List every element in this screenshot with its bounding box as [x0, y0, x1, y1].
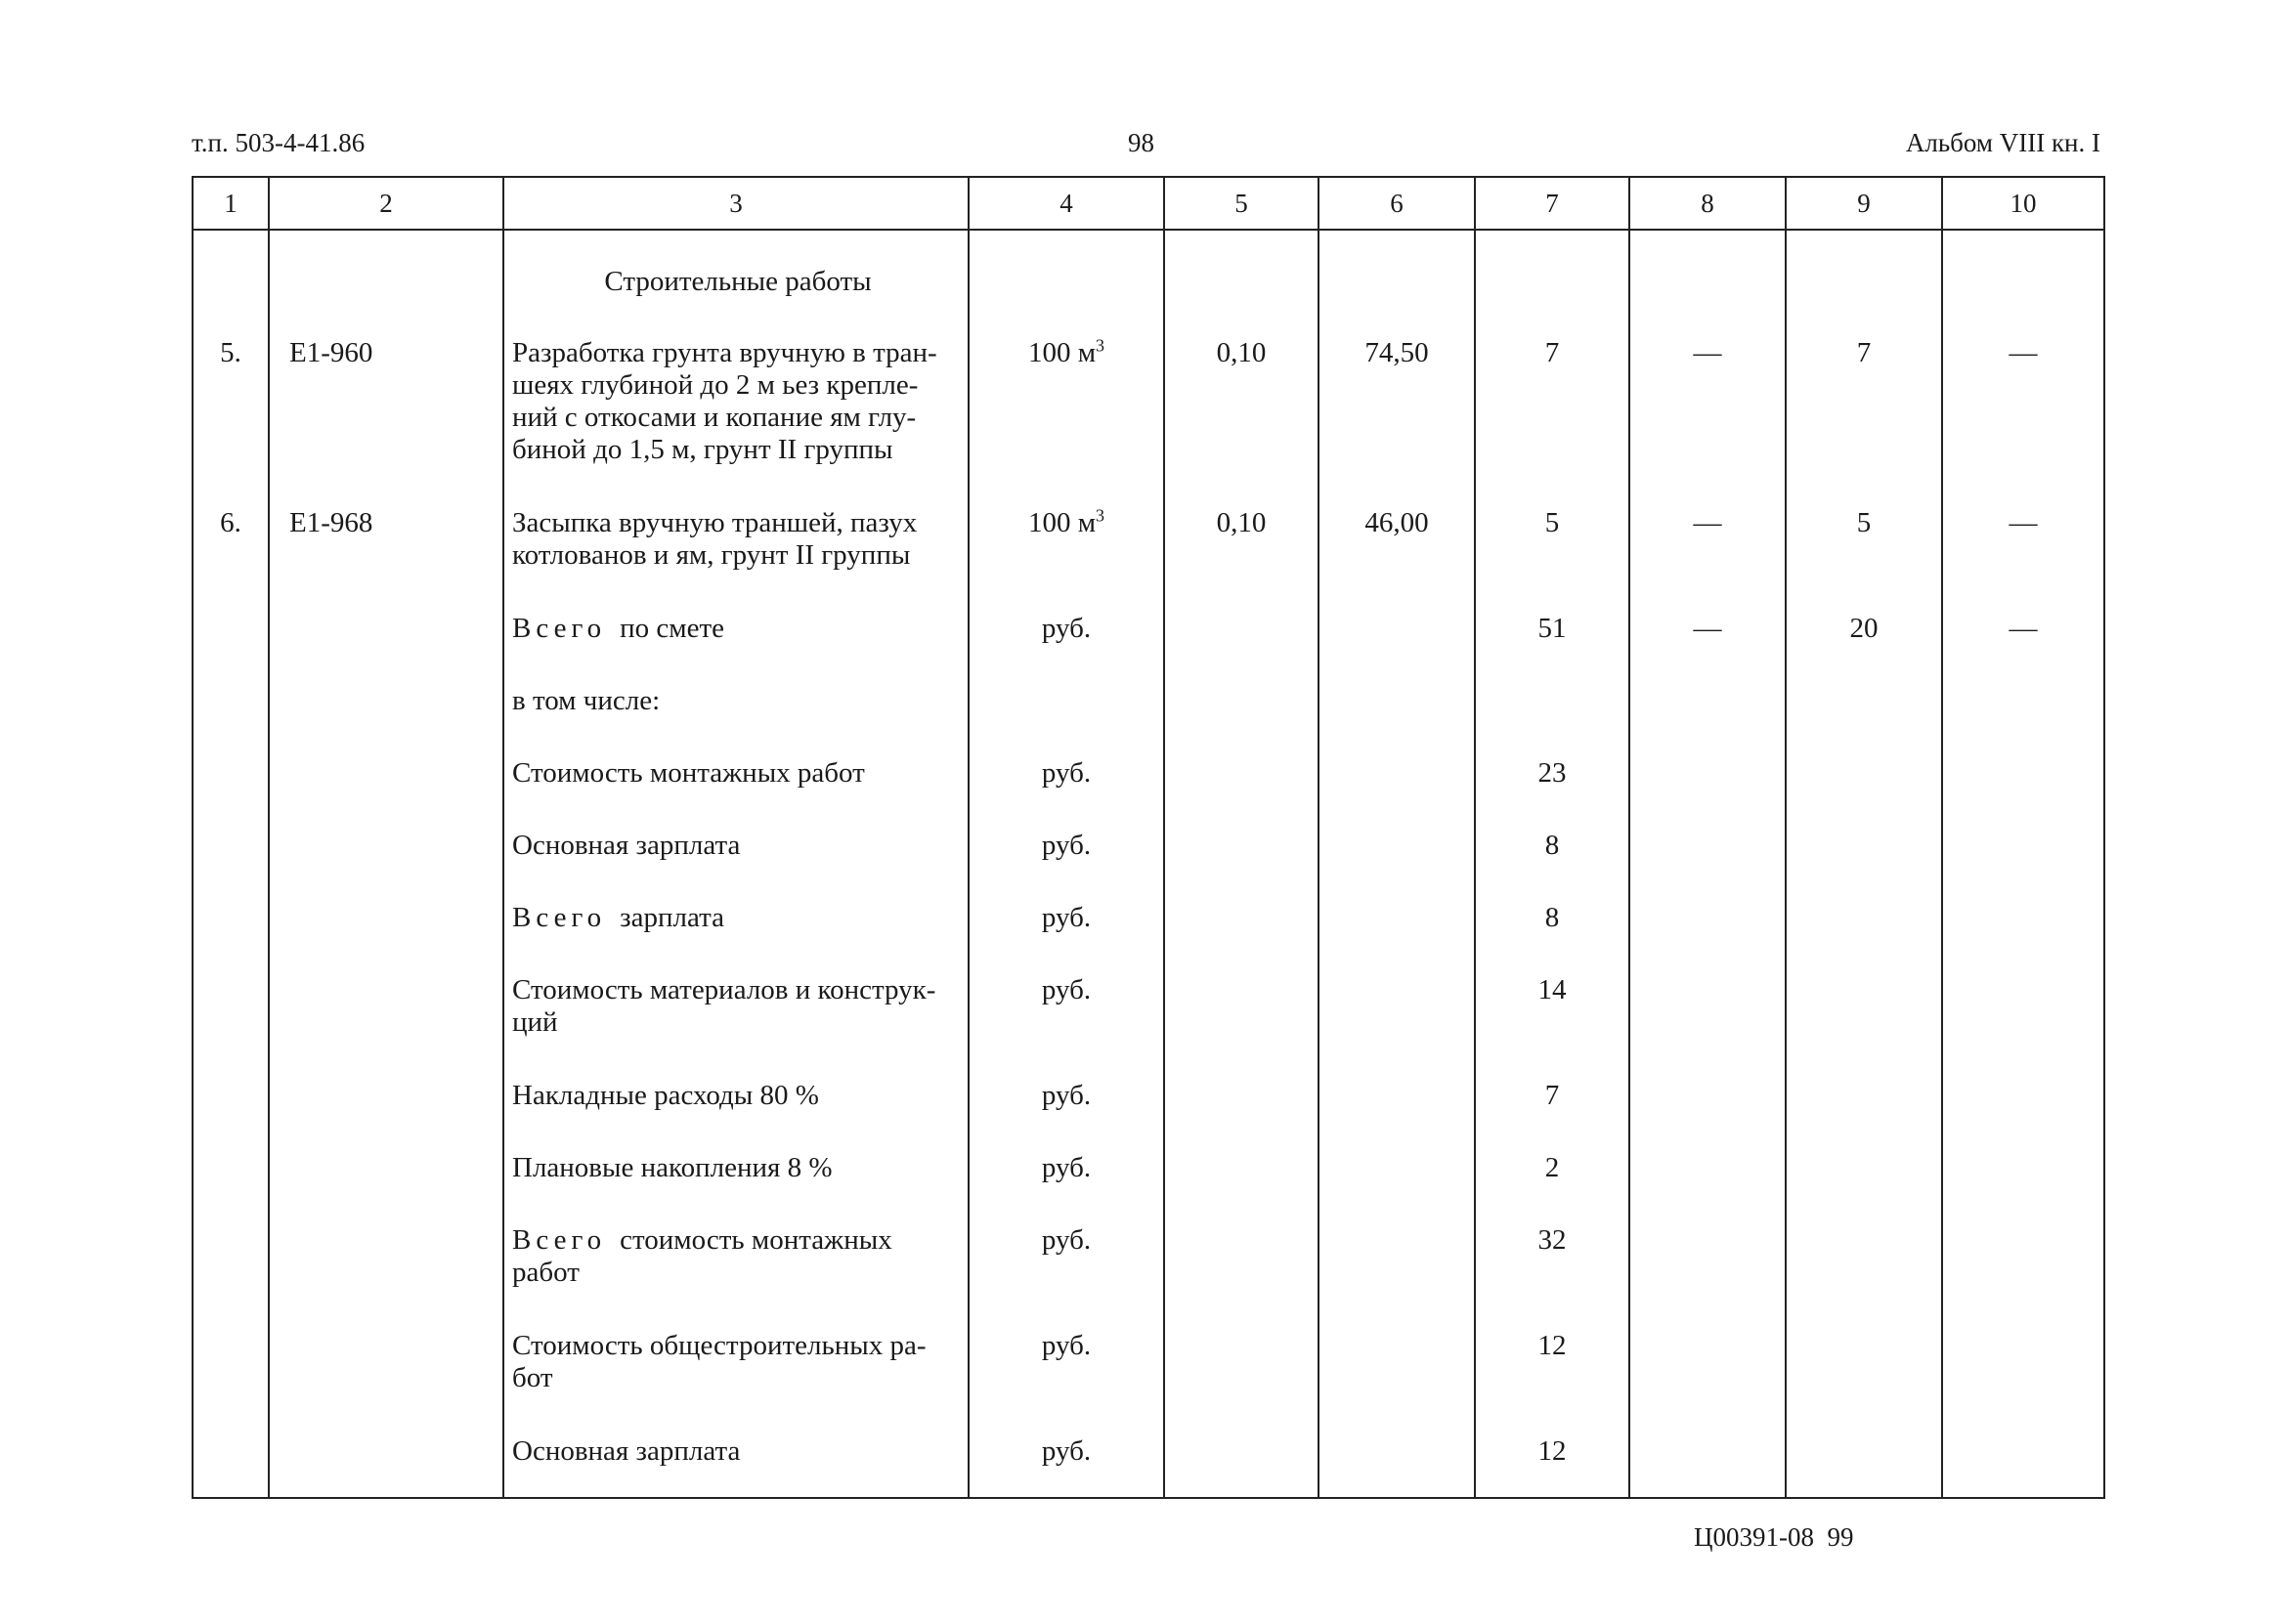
column-number: 2: [269, 177, 503, 230]
breakdown-label-text: стоимость монтажных: [620, 1224, 892, 1256]
total-cost-cell: 7: [1475, 1080, 1629, 1152]
breakdown-label: [503, 974, 969, 1080]
breakdown-label: [503, 1435, 969, 1498]
table-row: [193, 507, 2104, 613]
header-page-number: 98: [1128, 128, 1154, 157]
breakdown-total-word: Всего: [512, 1224, 607, 1256]
work-description: [503, 507, 969, 613]
unit-cell: руб.: [969, 613, 1164, 685]
breakdown-label-line: работ: [512, 1257, 580, 1288]
breakdown-total-word: Всего: [512, 902, 607, 933]
unit-cell: руб.: [969, 974, 1164, 1080]
total-cost-cell: 5: [1475, 507, 1629, 613]
unit-cell: руб.: [969, 830, 1164, 902]
breakdown-label-line: Плановые накопления 8 %: [512, 1152, 833, 1183]
breakdown-label-line: [512, 1224, 964, 1257]
footer-page-number: 99: [1827, 1522, 1854, 1552]
total-cost-cell: 2: [1475, 1152, 1629, 1224]
column-number: 9: [1786, 177, 1942, 230]
total-cost-cell: 14: [1475, 974, 1629, 1080]
col10-cell: —: [1942, 337, 2104, 507]
column-number: 10: [1942, 177, 2104, 230]
unit-cell: руб.: [969, 902, 1164, 974]
total-cost-cell: 8: [1475, 902, 1629, 974]
estimate-table: [192, 176, 2105, 1499]
description-line: котлованов и ям, грунт II группы: [512, 539, 911, 571]
total-label: [503, 613, 969, 685]
breakdown-label-line: Стоимость материалов и конструк-: [512, 974, 936, 1005]
breakdown-row: [193, 1152, 2104, 1224]
column-number: 3: [503, 177, 969, 230]
column-number: 8: [1629, 177, 1786, 230]
col8-cell: —: [1629, 337, 1786, 507]
including-row: [193, 685, 2104, 757]
including-label: в том числе:: [503, 685, 969, 757]
breakdown-label-line: [512, 902, 964, 934]
breakdown-row: [193, 830, 2104, 902]
col10-cell: —: [1942, 507, 2104, 613]
breakdown-label: [503, 757, 969, 830]
row-number: 6.: [193, 507, 269, 613]
col10-cell: —: [1942, 613, 2104, 685]
breakdown-label-line: Основная зарплата: [512, 830, 741, 861]
column-number: 1: [193, 177, 269, 230]
breakdown-label: [503, 1080, 969, 1152]
column-number: 6: [1318, 177, 1475, 230]
breakdown-label: [503, 902, 969, 974]
col9-cell: 5: [1786, 507, 1942, 613]
breakdown-label: [503, 1224, 969, 1330]
unit-cell: руб.: [969, 757, 1164, 830]
row-number: 5.: [193, 337, 269, 507]
total-cost-cell: 51: [1475, 613, 1629, 685]
header-album: Альбом VIII кн. I: [1905, 128, 2100, 157]
unit-cell: руб.: [969, 1330, 1164, 1435]
unit-price-cell: 46,00: [1318, 507, 1475, 613]
section-row: [193, 230, 2104, 337]
unit-cell: руб.: [969, 1224, 1164, 1330]
breakdown-row: [193, 902, 2104, 974]
breakdown-label-line: бот: [512, 1362, 553, 1393]
rate-code: E1-968: [269, 507, 503, 613]
quantity-cell: 0,10: [1164, 337, 1318, 507]
work-description: [503, 337, 969, 507]
footer-code: [1694, 1521, 1854, 1553]
breakdown-row: [193, 1080, 2104, 1152]
breakdown-label-text: зарплата: [620, 902, 724, 933]
total-word: Всего: [512, 613, 607, 644]
breakdown-label: [503, 1330, 969, 1435]
total-cost-cell: 12: [1475, 1435, 1629, 1498]
col8-cell: —: [1629, 507, 1786, 613]
unit-price-cell: 74,50: [1318, 337, 1475, 507]
header-document-code: т.п. 503-4-41.86: [192, 128, 366, 157]
unit-exponent: 3: [1096, 505, 1105, 526]
breakdown-row: [193, 974, 2104, 1080]
column-number: 5: [1164, 177, 1318, 230]
total-cost-cell: 7: [1475, 337, 1629, 507]
unit-cell: руб.: [969, 1435, 1164, 1498]
description-line: Разработка грунта вручную в тран-: [512, 337, 937, 368]
quantity-cell: 0,10: [1164, 507, 1318, 613]
column-number: 7: [1475, 177, 1629, 230]
col8-cell: —: [1629, 613, 1786, 685]
total-cost-cell: 23: [1475, 757, 1629, 830]
rate-code: E1-960: [269, 337, 503, 507]
breakdown-label: [503, 1152, 969, 1224]
col9-cell: 7: [1786, 337, 1942, 507]
breakdown-label-line: Накладные расходы 80 %: [512, 1080, 819, 1111]
table-row: [193, 337, 2104, 507]
breakdown-row: [193, 757, 2104, 830]
description-line: шеях глубиной до 2 м ьез крепле-: [512, 369, 919, 401]
column-number: 4: [969, 177, 1164, 230]
breakdown-label-line: Стоимость общестроительных ра-: [512, 1330, 927, 1361]
unit-cell: руб.: [969, 1152, 1164, 1224]
description-line: ний с откосами и копание ям глу-: [512, 402, 917, 433]
total-cost-cell: 8: [1475, 830, 1629, 902]
footer-doc-code: Ц00391-08: [1694, 1522, 1814, 1552]
unit-cell: руб.: [969, 1080, 1164, 1152]
unit-exponent: 3: [1096, 335, 1105, 356]
total-cost-cell: 12: [1475, 1330, 1629, 1435]
breakdown-label-line: Основная зарплата: [512, 1435, 741, 1467]
total-row: [193, 613, 2104, 685]
unit-cell: [969, 337, 1164, 507]
unit-text: 100 м: [1027, 337, 1097, 368]
description-line: Засыпка вручную траншей, пазух: [512, 507, 918, 538]
total-cost-cell: 32: [1475, 1224, 1629, 1330]
breakdown-label-line: Стоимость монтажных работ: [512, 757, 865, 789]
breakdown-row: [193, 1330, 2104, 1435]
column-number-row: [193, 177, 2104, 230]
unit-cell: [969, 507, 1164, 613]
col9-cell: 20: [1786, 613, 1942, 685]
total-rest: по смете: [620, 613, 725, 644]
breakdown-label-line: ций: [512, 1006, 558, 1038]
breakdown-label: [503, 830, 969, 902]
description-line: биной до 1,5 м, грунт II группы: [512, 434, 893, 465]
unit-text: 100 м: [1027, 507, 1097, 538]
breakdown-row: [193, 1435, 2104, 1498]
section-title: Строительные работы: [503, 230, 969, 337]
breakdown-row: [193, 1224, 2104, 1330]
